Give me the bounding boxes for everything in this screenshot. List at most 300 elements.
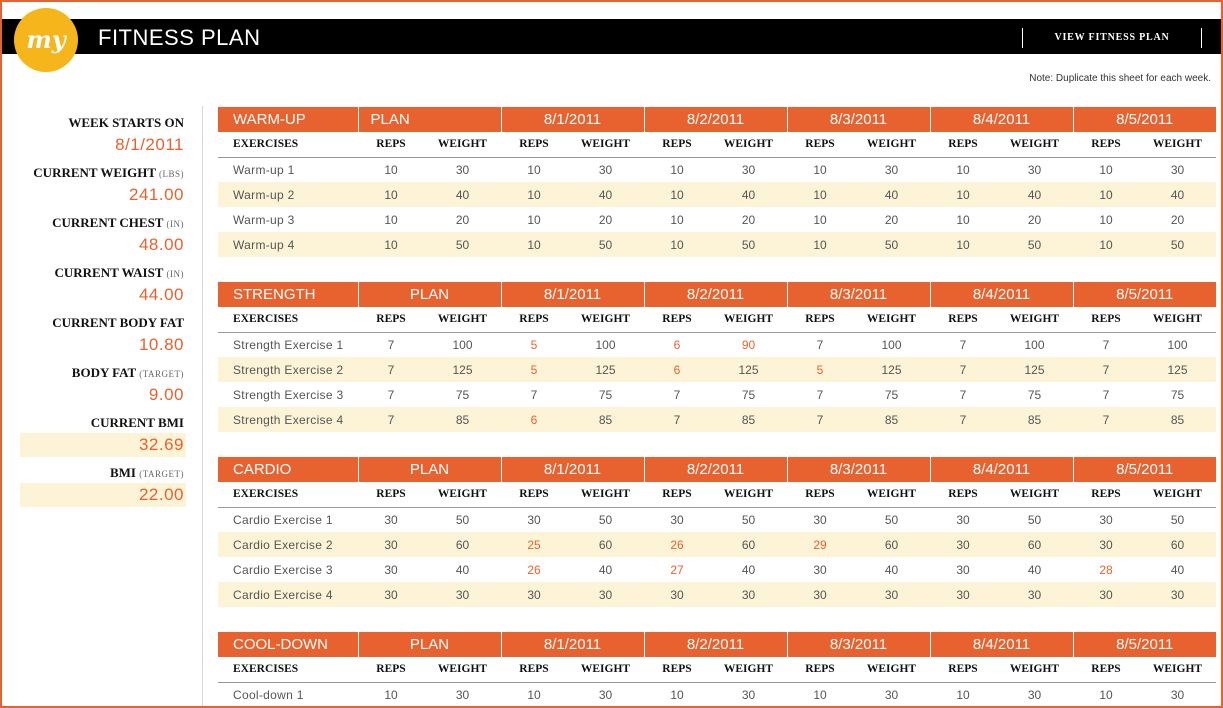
exercises-column-header: EXERCISES [218, 657, 358, 682]
stat-label [20, 363, 186, 383]
reps-cell[interactable]: 7 [816, 387, 824, 402]
stat-unit: (TARGET) [139, 469, 184, 479]
weight-column-header: WEIGHT [1139, 482, 1216, 507]
section-cardio [218, 457, 1216, 607]
weight-cell[interactable]: 125 [424, 357, 501, 382]
reps-cell[interactable]: 10 [930, 182, 996, 207]
reps-cell[interactable]: 7 [816, 337, 824, 352]
reps-column-header: REPS [501, 132, 567, 157]
date-header: 8/4/2011 [930, 282, 1073, 307]
weight-cell[interactable]: 125 [996, 357, 1073, 382]
weight-column-header: WEIGHT [853, 307, 930, 332]
reps-cell[interactable]: 5 [530, 337, 538, 352]
weight-column-header: WEIGHT [710, 482, 787, 507]
weight-cell[interactable]: 30 [884, 162, 899, 177]
weight-cell[interactable]: 30 [741, 687, 756, 702]
weight-cell[interactable]: 50 [884, 512, 899, 527]
weight-cell[interactable]: 60 [853, 532, 930, 557]
reps-cell[interactable]: 10 [384, 162, 398, 177]
section-table [218, 632, 1216, 707]
reps-cell[interactable]: 7 [644, 407, 710, 432]
exercise-name[interactable]: Cardio Exercise 3 [233, 562, 333, 577]
reps-cell[interactable]: 30 [501, 582, 567, 607]
date-header: 8/2/2011 [644, 282, 787, 307]
weight-column-header: WEIGHT [996, 657, 1073, 682]
reps-cell[interactable]: 10 [527, 162, 541, 177]
section-table [218, 282, 1216, 432]
weight-cell[interactable]: 40 [1139, 182, 1216, 207]
exercise-name[interactable]: Strength Exercise 1 [233, 337, 344, 352]
reps-cell[interactable]: 29 [787, 532, 853, 557]
stat-value[interactable]: 22.00 [20, 483, 186, 507]
stat-label [20, 113, 186, 133]
reps-cell[interactable]: 10 [644, 182, 710, 207]
weight-cell[interactable]: 30 [1170, 162, 1185, 177]
reps-cell[interactable]: 10 [956, 212, 970, 227]
exercise-name[interactable]: Strength Exercise 3 [233, 387, 344, 402]
date-header: 8/5/2011 [1073, 632, 1216, 657]
exercise-name[interactable]: Cool-down 1 [233, 687, 304, 702]
reps-cell[interactable]: 7 [387, 387, 395, 402]
section-title: CARDIO [218, 457, 358, 482]
weight-cell[interactable]: 30 [853, 582, 930, 607]
weight-cell[interactable]: 50 [455, 512, 470, 527]
reps-cell[interactable]: 25 [501, 532, 567, 557]
weight-cell[interactable]: 30 [455, 162, 470, 177]
workout-sections [218, 107, 1216, 708]
reps-cell[interactable]: 10 [1073, 232, 1139, 257]
reps-cell[interactable]: 10 [813, 687, 827, 702]
reps-column-header: REPS [1073, 307, 1139, 332]
table-row [218, 207, 1216, 232]
exercise-name[interactable]: Warm-up 1 [233, 162, 295, 177]
weight-cell[interactable]: 40 [1170, 562, 1185, 577]
reps-column-header: REPS [930, 657, 996, 682]
weight-column-header: WEIGHT [710, 307, 787, 332]
reps-column-header: REPS [644, 657, 710, 682]
reps-cell[interactable]: 5 [501, 357, 567, 382]
weight-cell[interactable]: 75 [1027, 387, 1042, 402]
reps-column-header: REPS [358, 307, 424, 332]
table-row [218, 507, 1216, 532]
exercise-name[interactable]: Cardio Exercise 2 [218, 532, 358, 557]
section-header-row [218, 457, 1216, 482]
weight-cell[interactable]: 30 [741, 162, 756, 177]
reps-column-header: REPS [787, 307, 853, 332]
weight-cell[interactable]: 50 [853, 232, 930, 257]
reps-cell[interactable]: 30 [644, 582, 710, 607]
weight-column-header: WEIGHT [424, 307, 501, 332]
weight-cell[interactable]: 40 [598, 562, 613, 577]
reps-column-header: REPS [358, 132, 424, 157]
reps-cell[interactable]: 10 [1099, 212, 1113, 227]
weight-cell[interactable]: 60 [996, 532, 1073, 557]
date-header: 8/2/2011 [644, 632, 787, 657]
reps-cell[interactable]: 10 [670, 162, 684, 177]
weight-column-header: WEIGHT [424, 132, 501, 157]
stat-label [20, 413, 186, 433]
weight-cell[interactable]: 90 [741, 337, 756, 352]
weight-cell[interactable]: 40 [567, 182, 644, 207]
plan-header: PLAN [358, 107, 501, 132]
weight-column-header: WEIGHT [996, 482, 1073, 507]
reps-cell[interactable]: 10 [384, 212, 398, 227]
weight-cell[interactable]: 50 [1027, 512, 1042, 527]
reps-cell[interactable]: 10 [527, 687, 541, 702]
stat-label-text: WEEK STARTS ON [68, 115, 184, 130]
weight-column-header: WEIGHT [567, 307, 644, 332]
section-warm-up [218, 107, 1216, 257]
weight-cell[interactable]: 125 [853, 357, 930, 382]
weight-column-header: WEIGHT [710, 657, 787, 682]
weight-cell[interactable]: 125 [710, 357, 787, 382]
reps-cell[interactable]: 30 [1073, 582, 1139, 607]
stat-label [20, 463, 186, 483]
weight-cell[interactable]: 100 [1167, 337, 1188, 352]
date-header: 8/5/2011 [1073, 107, 1216, 132]
reps-cell[interactable]: 30 [813, 512, 827, 527]
reps-column-header: REPS [787, 132, 853, 157]
reps-cell[interactable]: 7 [530, 387, 538, 402]
reps-cell[interactable]: 7 [358, 407, 424, 432]
section-header-row [218, 282, 1216, 307]
stat-value[interactable]: 10.80 [138, 335, 184, 354]
stat-block [20, 213, 186, 263]
weight-cell[interactable]: 30 [567, 582, 644, 607]
weight-cell[interactable]: 50 [710, 232, 787, 257]
reps-cell[interactable]: 30 [670, 512, 684, 527]
reps-cell[interactable]: 10 [1099, 687, 1113, 702]
weight-cell[interactable]: 50 [1170, 512, 1185, 527]
stat-unit: (TARGET) [139, 369, 184, 379]
stat-label [20, 213, 186, 233]
weight-cell[interactable]: 20 [455, 212, 470, 227]
reps-cell[interactable]: 7 [959, 387, 967, 402]
weight-cell[interactable]: 60 [710, 532, 787, 557]
date-header: 8/5/2011 [1073, 282, 1216, 307]
reps-cell[interactable]: 10 [501, 182, 567, 207]
date-header: 8/4/2011 [930, 632, 1073, 657]
weight-cell[interactable]: 20 [1027, 212, 1042, 227]
view-fitness-plan-link[interactable]: VIEW FITNESS PLAN [1022, 28, 1202, 48]
weight-cell[interactable]: 40 [1027, 562, 1042, 577]
weight-cell[interactable]: 50 [741, 512, 756, 527]
table-row [218, 157, 1216, 182]
stat-value[interactable]: 8/1/2011 [115, 135, 184, 154]
date-header: 8/1/2011 [501, 107, 644, 132]
reps-cell[interactable]: 30 [930, 582, 996, 607]
section-cool-down [218, 632, 1216, 707]
stat-value[interactable]: 32.69 [20, 433, 186, 457]
exercise-name[interactable]: Cardio Exercise 4 [218, 582, 358, 607]
reps-cell[interactable]: 10 [1073, 182, 1139, 207]
table-row [218, 182, 1216, 207]
reps-column-header: REPS [930, 307, 996, 332]
reps-cell[interactable]: 26 [644, 532, 710, 557]
weight-cell[interactable]: 125 [567, 357, 644, 382]
weight-cell[interactable]: 20 [741, 212, 756, 227]
reps-cell[interactable]: 10 [358, 232, 424, 257]
reps-column-header: REPS [787, 657, 853, 682]
section-title: STRENGTH [218, 282, 358, 307]
reps-cell[interactable]: 10 [670, 212, 684, 227]
reps-cell[interactable]: 10 [787, 182, 853, 207]
reps-cell[interactable]: 7 [959, 337, 967, 352]
weight-cell[interactable]: 100 [881, 337, 902, 352]
exercise-name[interactable]: Warm-up 3 [233, 212, 295, 227]
date-header: 8/2/2011 [644, 457, 787, 482]
stat-unit: (IN) [166, 269, 184, 279]
reps-cell[interactable]: 30 [527, 512, 541, 527]
weight-cell[interactable]: 30 [455, 687, 470, 702]
weight-cell[interactable]: 75 [455, 387, 470, 402]
reps-cell[interactable]: 30 [1099, 512, 1113, 527]
weight-cell[interactable]: 50 [424, 232, 501, 257]
section-strength [218, 282, 1216, 432]
reps-cell[interactable]: 6 [644, 357, 710, 382]
date-header: 8/3/2011 [787, 282, 930, 307]
weight-cell[interactable]: 60 [424, 532, 501, 557]
weight-cell[interactable]: 30 [710, 582, 787, 607]
weight-column-header: WEIGHT [853, 482, 930, 507]
stat-label-text: BMI [109, 465, 136, 480]
plan-header: PLAN [358, 632, 501, 657]
reps-cell[interactable]: 10 [1099, 162, 1113, 177]
weight-cell[interactable]: 60 [567, 532, 644, 557]
stat-unit: (IN) [166, 219, 184, 229]
reps-cell[interactable]: 7 [387, 337, 395, 352]
weight-cell[interactable]: 100 [595, 337, 616, 352]
reps-cell[interactable]: 6 [501, 407, 567, 432]
reps-column-header: REPS [501, 482, 567, 507]
date-header: 8/5/2011 [1073, 457, 1216, 482]
table-row [218, 582, 1216, 607]
exercise-name[interactable]: Cardio Exercise 1 [233, 512, 333, 527]
reps-cell[interactable]: 10 [956, 687, 970, 702]
table-row [218, 332, 1216, 357]
weight-cell[interactable]: 50 [598, 512, 613, 527]
stat-label-text: BODY FAT [71, 365, 136, 380]
reps-cell[interactable]: 10 [644, 232, 710, 257]
section-header-row [218, 107, 1216, 132]
reps-cell[interactable]: 30 [956, 562, 970, 577]
stat-label-text: CURRENT WEIGHT [33, 165, 156, 180]
vertical-divider [202, 106, 203, 706]
reps-cell[interactable]: 30 [358, 532, 424, 557]
stat-block [20, 163, 186, 213]
reps-column-header: REPS [1073, 482, 1139, 507]
weight-cell[interactable]: 40 [853, 182, 930, 207]
stat-label-text: CURRENT BMI [90, 415, 184, 430]
exercise-name[interactable]: Warm-up 4 [218, 232, 358, 257]
stat-block [20, 413, 186, 463]
reps-cell[interactable]: 27 [670, 562, 684, 577]
reps-cell[interactable]: 5 [787, 357, 853, 382]
stat-label-text: CURRENT CHEST [52, 215, 164, 230]
weight-cell[interactable]: 30 [1170, 687, 1185, 702]
weight-cell[interactable]: 85 [996, 407, 1073, 432]
weight-cell[interactable]: 40 [710, 182, 787, 207]
weight-cell[interactable]: 100 [1024, 337, 1045, 352]
exercise-name[interactable]: Warm-up 2 [218, 182, 358, 207]
weight-cell[interactable]: 30 [1027, 162, 1042, 177]
weight-column-header: WEIGHT [853, 657, 930, 682]
reps-cell[interactable]: 7 [1102, 387, 1110, 402]
weight-cell[interactable]: 30 [1027, 687, 1042, 702]
table-row [218, 557, 1216, 582]
stat-label [20, 263, 186, 283]
weight-cell[interactable]: 50 [1139, 232, 1216, 257]
weight-cell[interactable]: 30 [598, 162, 613, 177]
weight-cell[interactable]: 30 [1139, 582, 1216, 607]
weight-cell[interactable]: 40 [424, 182, 501, 207]
weight-column-header: WEIGHT [710, 132, 787, 157]
column-header-row [218, 132, 1216, 157]
reps-cell[interactable]: 30 [358, 582, 424, 607]
reps-cell[interactable]: 26 [527, 562, 541, 577]
weight-cell[interactable]: 75 [884, 387, 899, 402]
stat-block [20, 113, 186, 163]
reps-cell[interactable]: 7 [930, 407, 996, 432]
reps-cell[interactable]: 10 [813, 212, 827, 227]
weight-column-header: WEIGHT [424, 657, 501, 682]
weight-cell[interactable]: 75 [741, 387, 756, 402]
stat-value[interactable]: 44.00 [138, 285, 184, 304]
reps-column-header: REPS [358, 482, 424, 507]
reps-cell[interactable]: 7 [1073, 407, 1139, 432]
weight-cell[interactable]: 125 [1139, 357, 1216, 382]
reps-cell[interactable]: 30 [384, 562, 398, 577]
date-header: 8/3/2011 [787, 107, 930, 132]
reps-cell[interactable]: 10 [501, 232, 567, 257]
weight-cell[interactable]: 85 [1139, 407, 1216, 432]
weight-cell[interactable]: 40 [455, 562, 470, 577]
section-title: WARM-UP [218, 107, 358, 132]
weight-cell[interactable]: 50 [567, 232, 644, 257]
reps-cell[interactable]: 10 [358, 182, 424, 207]
reps-cell[interactable]: 10 [670, 687, 684, 702]
exercise-name[interactable]: Strength Exercise 2 [218, 357, 358, 382]
reps-column-header: REPS [501, 657, 567, 682]
weight-cell[interactable]: 40 [741, 562, 756, 577]
weight-column-header: WEIGHT [567, 657, 644, 682]
weight-column-header: WEIGHT [1139, 657, 1216, 682]
duplicate-note: Note: Duplicate this sheet for each week. [1029, 73, 1211, 84]
weight-cell[interactable]: 85 [710, 407, 787, 432]
weight-cell[interactable]: 50 [996, 232, 1073, 257]
section-table [218, 457, 1216, 607]
reps-column-header: REPS [787, 482, 853, 507]
reps-cell[interactable]: 7 [930, 357, 996, 382]
weight-cell[interactable]: 85 [567, 407, 644, 432]
weight-cell[interactable]: 20 [598, 212, 613, 227]
date-header: 8/4/2011 [930, 457, 1073, 482]
reps-column-header: REPS [1073, 657, 1139, 682]
reps-cell[interactable]: 10 [930, 232, 996, 257]
stat-label [20, 163, 186, 183]
reps-cell[interactable]: 7 [673, 387, 681, 402]
weight-cell[interactable]: 85 [424, 407, 501, 432]
date-header: 8/3/2011 [787, 632, 930, 657]
section-table [218, 107, 1216, 257]
weight-column-header: WEIGHT [996, 132, 1073, 157]
stat-value[interactable]: 9.00 [148, 385, 184, 404]
weight-cell[interactable]: 30 [996, 582, 1073, 607]
reps-cell[interactable]: 30 [1073, 532, 1139, 557]
reps-cell[interactable]: 30 [813, 562, 827, 577]
reps-cell[interactable]: 7 [1073, 357, 1139, 382]
stat-block [20, 363, 186, 413]
weight-column-header: WEIGHT [424, 482, 501, 507]
reps-column-header: REPS [501, 307, 567, 332]
reps-column-header: REPS [1073, 132, 1139, 157]
reps-column-header: REPS [644, 132, 710, 157]
weight-cell[interactable]: 20 [884, 212, 899, 227]
weight-cell[interactable]: 30 [884, 687, 899, 702]
weight-cell[interactable]: 75 [1170, 387, 1185, 402]
reps-cell[interactable]: 30 [930, 532, 996, 557]
reps-cell[interactable]: 7 [358, 357, 424, 382]
reps-cell[interactable]: 10 [527, 212, 541, 227]
date-header: 8/1/2011 [501, 282, 644, 307]
weight-cell[interactable]: 75 [598, 387, 613, 402]
exercise-name[interactable]: Strength Exercise 4 [218, 407, 358, 432]
plan-header: PLAN [358, 282, 501, 307]
stat-block [20, 463, 186, 513]
reps-cell[interactable]: 10 [956, 162, 970, 177]
weight-cell[interactable]: 40 [884, 562, 899, 577]
reps-cell[interactable]: 30 [787, 582, 853, 607]
table-row [218, 357, 1216, 382]
date-header: 8/1/2011 [501, 632, 644, 657]
weight-cell[interactable]: 30 [424, 582, 501, 607]
weight-cell[interactable]: 60 [1139, 532, 1216, 557]
reps-cell[interactable]: 30 [956, 512, 970, 527]
section-title: COOL-DOWN [218, 632, 358, 657]
reps-cell[interactable]: 10 [813, 162, 827, 177]
weight-cell[interactable]: 20 [1170, 212, 1185, 227]
weight-cell[interactable]: 30 [598, 687, 613, 702]
weight-column-header: WEIGHT [1139, 132, 1216, 157]
exercises-column-header: EXERCISES [218, 482, 358, 507]
reps-cell[interactable]: 10 [384, 687, 398, 702]
reps-cell[interactable]: 30 [384, 512, 398, 527]
date-header: 8/4/2011 [930, 107, 1073, 132]
date-header: 8/3/2011 [787, 457, 930, 482]
reps-column-header: REPS [644, 482, 710, 507]
column-header-row [218, 657, 1216, 682]
stat-block [20, 263, 186, 313]
stat-value[interactable]: 241.00 [129, 185, 184, 204]
plan-header: PLAN [358, 457, 501, 482]
reps-cell[interactable]: 7 [787, 407, 853, 432]
reps-column-header: REPS [644, 307, 710, 332]
weight-column-header: WEIGHT [567, 132, 644, 157]
reps-cell[interactable]: 10 [787, 232, 853, 257]
table-row [218, 232, 1216, 257]
reps-cell[interactable]: 6 [673, 337, 681, 352]
reps-cell[interactable]: 28 [1099, 562, 1113, 577]
stat-value[interactable]: 48.00 [138, 235, 184, 254]
weight-cell[interactable]: 85 [853, 407, 930, 432]
reps-cell[interactable]: 7 [1102, 337, 1110, 352]
table-row [218, 407, 1216, 432]
reps-column-header: REPS [930, 132, 996, 157]
weight-cell[interactable]: 40 [996, 182, 1073, 207]
stat-label [20, 313, 186, 333]
weight-cell[interactable]: 100 [452, 337, 473, 352]
my-logo: my [14, 8, 78, 72]
